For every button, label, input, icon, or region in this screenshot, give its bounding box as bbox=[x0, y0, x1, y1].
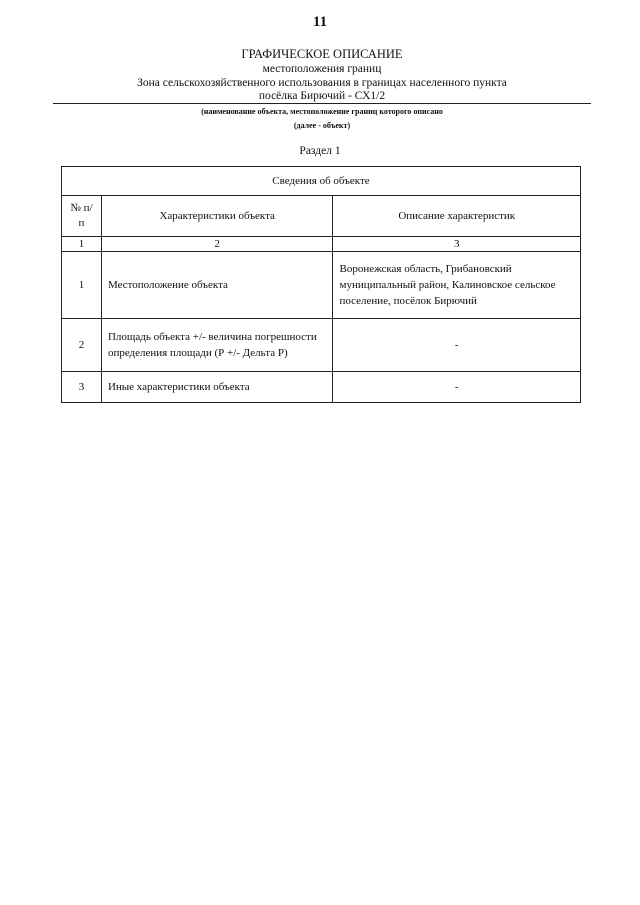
table-caption-row bbox=[62, 167, 581, 196]
column-index: 2 bbox=[101, 237, 333, 252]
column-index-row bbox=[62, 237, 581, 252]
table-row bbox=[62, 319, 581, 372]
row-number: 1 bbox=[62, 252, 102, 319]
header-line-2: Зона сельскохозяйственного использования в границах населенного пункта bbox=[137, 77, 507, 89]
document-title: ГРАФИЧЕСКОЕ ОПИСАНИЕ bbox=[241, 47, 403, 61]
column-header-characteristic: Характеристики объекта bbox=[101, 196, 333, 237]
row-description: - bbox=[333, 372, 581, 403]
row-number: 3 bbox=[62, 372, 102, 403]
table-row bbox=[62, 372, 581, 403]
object-info-table bbox=[61, 166, 581, 403]
row-characteristic: Местоположение объекта bbox=[101, 252, 333, 319]
column-index: 1 bbox=[62, 237, 102, 252]
document-header bbox=[62, 47, 582, 131]
header-note-2: (далее - объект) bbox=[293, 121, 351, 130]
header-line-1: местоположения границ bbox=[262, 63, 382, 75]
object-name: посёлка Бирючий - СХ1/2 bbox=[53, 90, 591, 104]
table-row bbox=[62, 252, 581, 319]
row-description: - bbox=[333, 319, 581, 372]
header-note-1: (наименование объекта, местоположение границ которого описано bbox=[201, 107, 443, 116]
column-header-number: № п/п bbox=[62, 196, 102, 237]
page-number: 11 bbox=[312, 14, 328, 30]
row-description: Воронежская область, Грибановский муниципальный район, Калиновское сельское поселение, посёлок Бирючий bbox=[333, 252, 581, 319]
section-title: Раздел 1 bbox=[299, 145, 341, 157]
row-characteristic: Площадь объекта +/- величина погрешности определения площади (Р +/- Дельта Р) bbox=[101, 319, 333, 372]
row-characteristic: Иные характеристики объекта bbox=[101, 372, 333, 403]
column-header-description: Описание характеристик bbox=[333, 196, 581, 237]
column-index: 3 bbox=[333, 237, 581, 252]
row-number: 2 bbox=[62, 319, 102, 372]
table-header-row bbox=[62, 196, 581, 237]
table-caption: Сведения об объекте bbox=[62, 167, 581, 196]
